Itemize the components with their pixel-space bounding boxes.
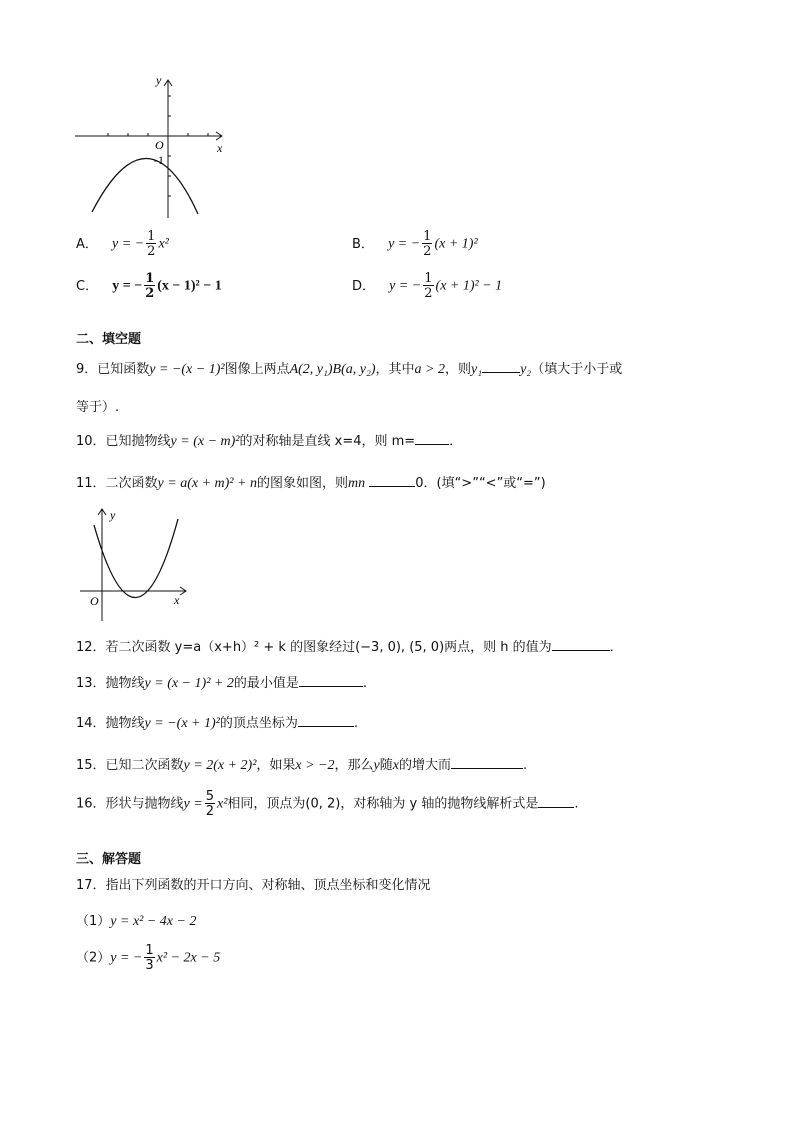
svg-text:-1: -1 [154,153,164,167]
svg-text:y: y [156,73,162,87]
question-17-part1: （1）y = x² − 4x − 2 [76,914,197,929]
fraction: $\frac{1}{3}$ [145,943,154,973]
question-14: 14．抛物线y = −(x + 1)²的顶点坐标为 . [76,716,358,731]
option-c: C． y = − $\frac{1}{2}$ (x − 1)² − 1 [76,271,222,301]
fraction: $\frac{1}{2}$ [145,271,155,301]
parabola-curve [94,519,178,598]
answer-blank[interactable] [415,432,449,445]
answer-blank[interactable] [451,756,523,769]
section-title-fill-blank: 二、填空题 [76,332,142,347]
answer-blank[interactable] [369,474,415,487]
answer-blank[interactable] [299,674,363,687]
graph-parabola-1 [70,72,240,220]
fraction: $\frac{5}{2}$ [205,789,214,819]
question-16: 16．形状与抛物线y = $\frac{5}{2}$ x²相同，顶点为(0, 2)，对称轴为 y 轴的抛物线解析式是 . [76,789,579,819]
option-a: A． y = − $\frac{1}{2}$ x² [76,229,169,259]
fraction: $\frac{1}{2}$ [423,229,432,259]
question-9-line2: 等于）. [76,400,120,415]
fraction: $\frac{1}{2}$ [147,229,156,259]
graph-parabola-2 [78,505,198,625]
option-b: B． y = − $\frac{1}{2}$ (x + 1)² [352,229,478,259]
answer-blank[interactable] [552,638,610,651]
question-17-title: 17．指出下列函数的开口方向、对称轴、顶点坐标和变化情况 [76,878,431,893]
question-9: 9．已知函数y = −(x − 1)²图像上两点A(2, y₁)B(a, y₂)，其中a > 2，则y₁ y₂（填大于小于或 [76,362,623,377]
option-d: D． y = − $\frac{1}{2}$ (x + 1)² − 1 [352,271,503,301]
question-10: 10．已知抛物线y = (x − m)²的对称轴是直线 x=4，则 m= ． [76,434,463,449]
svg-text:O: O [155,138,164,152]
svg-text:x: x [217,141,223,155]
parabola-curve [92,158,198,214]
answer-blank[interactable] [538,795,574,808]
fraction: $\frac{1}{2}$ [424,271,433,301]
question-13: 13．抛物线y = (x − 1)² + 2的最小值是 . [76,676,367,691]
question-15: 15．已知二次函数y = 2(x + 2)²，如果x > −2，那么y随x的增大而 . [76,758,528,773]
question-17-part2: （2）y = − $\frac{1}{3}$ x² − 2x − 5 [76,943,221,973]
section-title-solve: 三、解答题 [76,852,142,867]
question-11: 11．二次函数y = a(x + m)² + n的图象如图，则mn 0．(填“>”“<”或“=”) [76,476,546,491]
answer-blank[interactable] [482,360,520,373]
svg-text:x: x [174,593,180,607]
question-12: 12．若二次函数 y=a（x+h）² + k 的图象经过(−3, 0), (5, 0)两点，则 h 的值为 ． [76,640,623,655]
svg-text:y: y [110,508,116,522]
svg-text:O: O [90,594,99,608]
answer-blank[interactable] [298,714,354,727]
